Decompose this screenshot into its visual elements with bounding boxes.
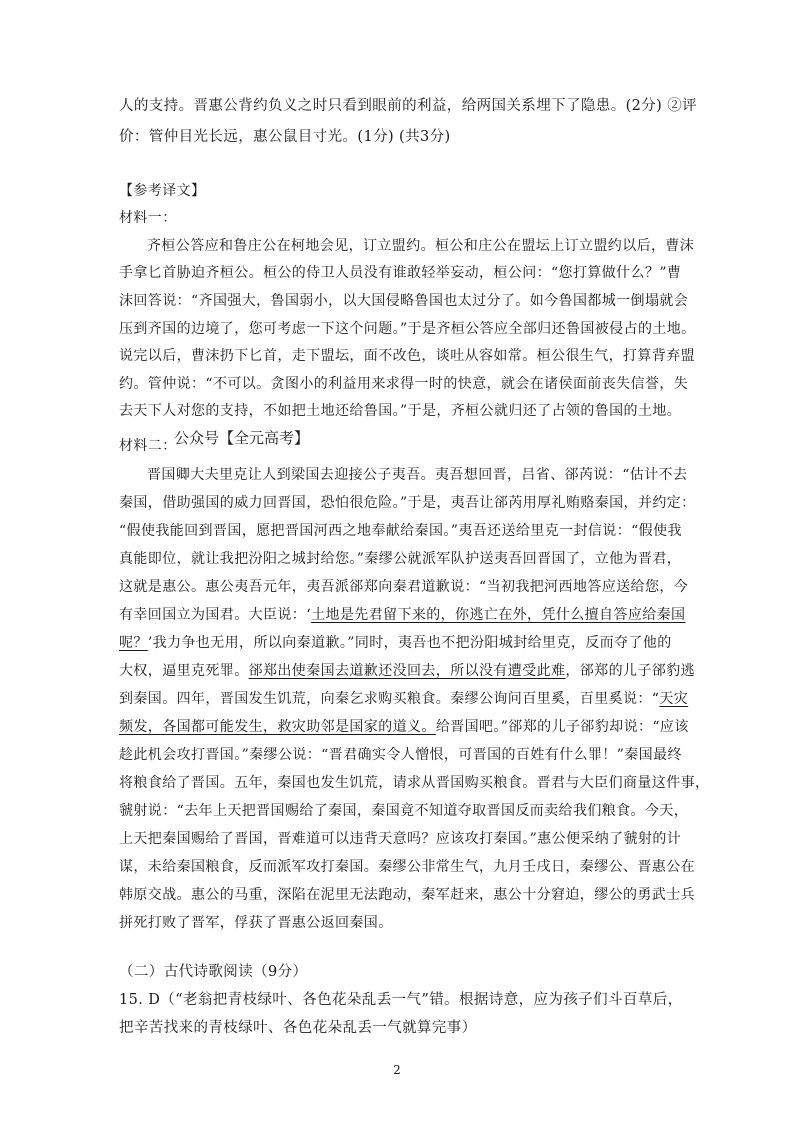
material-two-line <box>119 688 688 708</box>
material-two-line: 谋，未给秦国粮食，反而派军攻打秦国。秦缪公非常生气，九月壬戌日，秦缪公、晋惠公在 <box>119 859 695 875</box>
material-two-line: 将粮食给了晋国。五年，秦国也发生饥荒，请求从晋国购买粮食。晋君与大臣们商量这件事， <box>119 775 710 791</box>
material-two-line: “假使我能回到晋国，愿把晋国河西之地奉献给秦国。”夷吾还送给里克一封信说：“假使我 <box>119 523 682 539</box>
reference-translation-heading: 【参考译文】 <box>119 183 206 199</box>
material-two-line: 趁此机会攻打晋国。”秦缪公说：“晋君确实令人憎恨，可晋国的百姓有什么罪！”秦国最终 <box>119 747 682 763</box>
material-two-line: 韩原交战。惠公的马重，深陷在泥里无法跑动，秦军赶来，惠公十分窘迫，缪公的勇武士兵 <box>119 887 695 903</box>
answer-15-line-1: 15. D（“老翁把青枝绿叶、各色花朵乱丢一气”错。根据诗意，应为孩子们斗百草后， <box>119 992 683 1008</box>
material-two-line: 秦国，借助强国的威力回晋国，恐怕很危险。”于是，夷吾让郤芮用厚礼贿赂秦国，并约定： <box>119 495 696 511</box>
answer-15-line-2: 把辛苦找来的青枝绿叶、各色花朵乱丢一气就算完事） <box>119 1020 477 1036</box>
underlined-text: 频发，各国都可能发生，救灾助邻是国家的道义。 <box>119 719 436 735</box>
plain-text: 给晋国吧。”郤郑的儿子郤豹却说：“应该 <box>435 719 689 735</box>
watermark-text: 公众号【全元高考】 <box>174 429 310 447</box>
material-two-line: 上天把秦国赐给了晋国，晋难道可以违背天意吗？应该攻打秦国。”惠公便采纳了虢射的计 <box>119 831 682 847</box>
material-two-line: 晋国卿大夫里克让人到梁国去迎接公子夷吾。夷吾想回晋，吕省、郤芮说：“估计不去 <box>147 467 688 483</box>
material-one-line: 约。管仲说：“不可以。贪图小的利益用来求得一时的快意，就会在诸侯面前丧失信誉，失 <box>119 376 689 392</box>
material-two-line <box>119 660 695 680</box>
material-two-line: 真能即位，就让我把汾阳之城封给您。”秦缪公就派军队护送夷吾回晋国了，立他为晋君， <box>119 551 682 567</box>
underlined-text: 呢？ <box>119 635 148 651</box>
plain-text: 大权，逼里克死罪。 <box>119 663 249 679</box>
page-number: 2 <box>393 1063 401 1077</box>
underlined-text: 天灾 <box>659 691 689 707</box>
material-one-line: 说完以后，曹沫扔下匕首，走下盟坛，面不改色，谈吐从容如常。桓公很生气，打算背弃盟 <box>119 348 695 364</box>
plain-text: 到秦国。四年，晋国发生饥荒，向秦乞求购买粮食。秦缪公询问百里奚，百里奚说：“ <box>119 691 660 707</box>
plain-text: ，郤郑的儿子郤豹逃 <box>565 663 696 679</box>
material-two-line <box>119 632 672 652</box>
answer-line-2: 价：管仲目光长远，惠公鼠目寸光。(1分) (共3分) <box>119 129 451 145</box>
answer-line-1: 人的支持。晋惠公背约负义之时只看到眼前的利益，给两国关系埋下了隐患。(2分) ②评 <box>119 98 698 114</box>
plain-text: 有幸回国立为国君。大臣说：‘ <box>119 607 312 623</box>
material-two-line <box>119 604 685 624</box>
material-two-line: 拼死打败了晋军，俘获了晋惠公返回秦国。 <box>119 915 393 931</box>
material-one-line: 沫回答说：“齐国强大，鲁国弱小，以大国侵略鲁国也太过分了。如今鲁国都城一倒塌就会 <box>119 293 689 309</box>
material-two-line: 这就是惠公。惠公夷吾元年，夷吾派郤郑向秦君道歉说：“当初我把河西地答应送给您，今 <box>119 579 689 595</box>
section-heading: （二）古代诗歌阅读（9分） <box>119 964 308 980</box>
material-one-line: 去天下人对您的支持，不如把土地还给鲁国。”于是，齐桓公就归还了占领的鲁国的土地。 <box>119 403 682 419</box>
material-one-line: 手拿匕首胁迫齐桓公。桓公的侍卫人员没有谁敢轻举妄动，桓公问：“您打算做什么？”曹 <box>119 265 682 281</box>
underlined-text: 土地是先君留下来的，你逃亡在外，凭什么擅自答应给秦国 <box>311 607 686 623</box>
underlined-text: 郤郑出使秦国去道歉还没回去，所以没有遭受此难 <box>248 663 566 679</box>
material-two-line <box>119 716 689 736</box>
material-two-line: 虢射说：“去年上天把晋国赐给了秦国，秦国竟不知道夺取晋国反而卖给我们粮食。今天， <box>119 803 689 819</box>
plain-text: ’我力争也无用，所以向秦道歉。”同时，夷吾也不把汾阳城封给里克，反而夺了他的 <box>147 635 672 651</box>
material-two-label: 材料二： <box>119 438 177 454</box>
material-one-label: 材料一： <box>119 210 177 226</box>
material-one-line: 齐桓公答应和鲁庄公在柯地会见，订立盟约。桓公和庄公在盟坛上订立盟约以后，曹沫 <box>147 238 695 254</box>
material-one-line: 压到齐国的边境了，您可考虑一下这个问题。”于是齐桓公答应全部归还鲁国被侵占的土地。 <box>119 321 696 337</box>
